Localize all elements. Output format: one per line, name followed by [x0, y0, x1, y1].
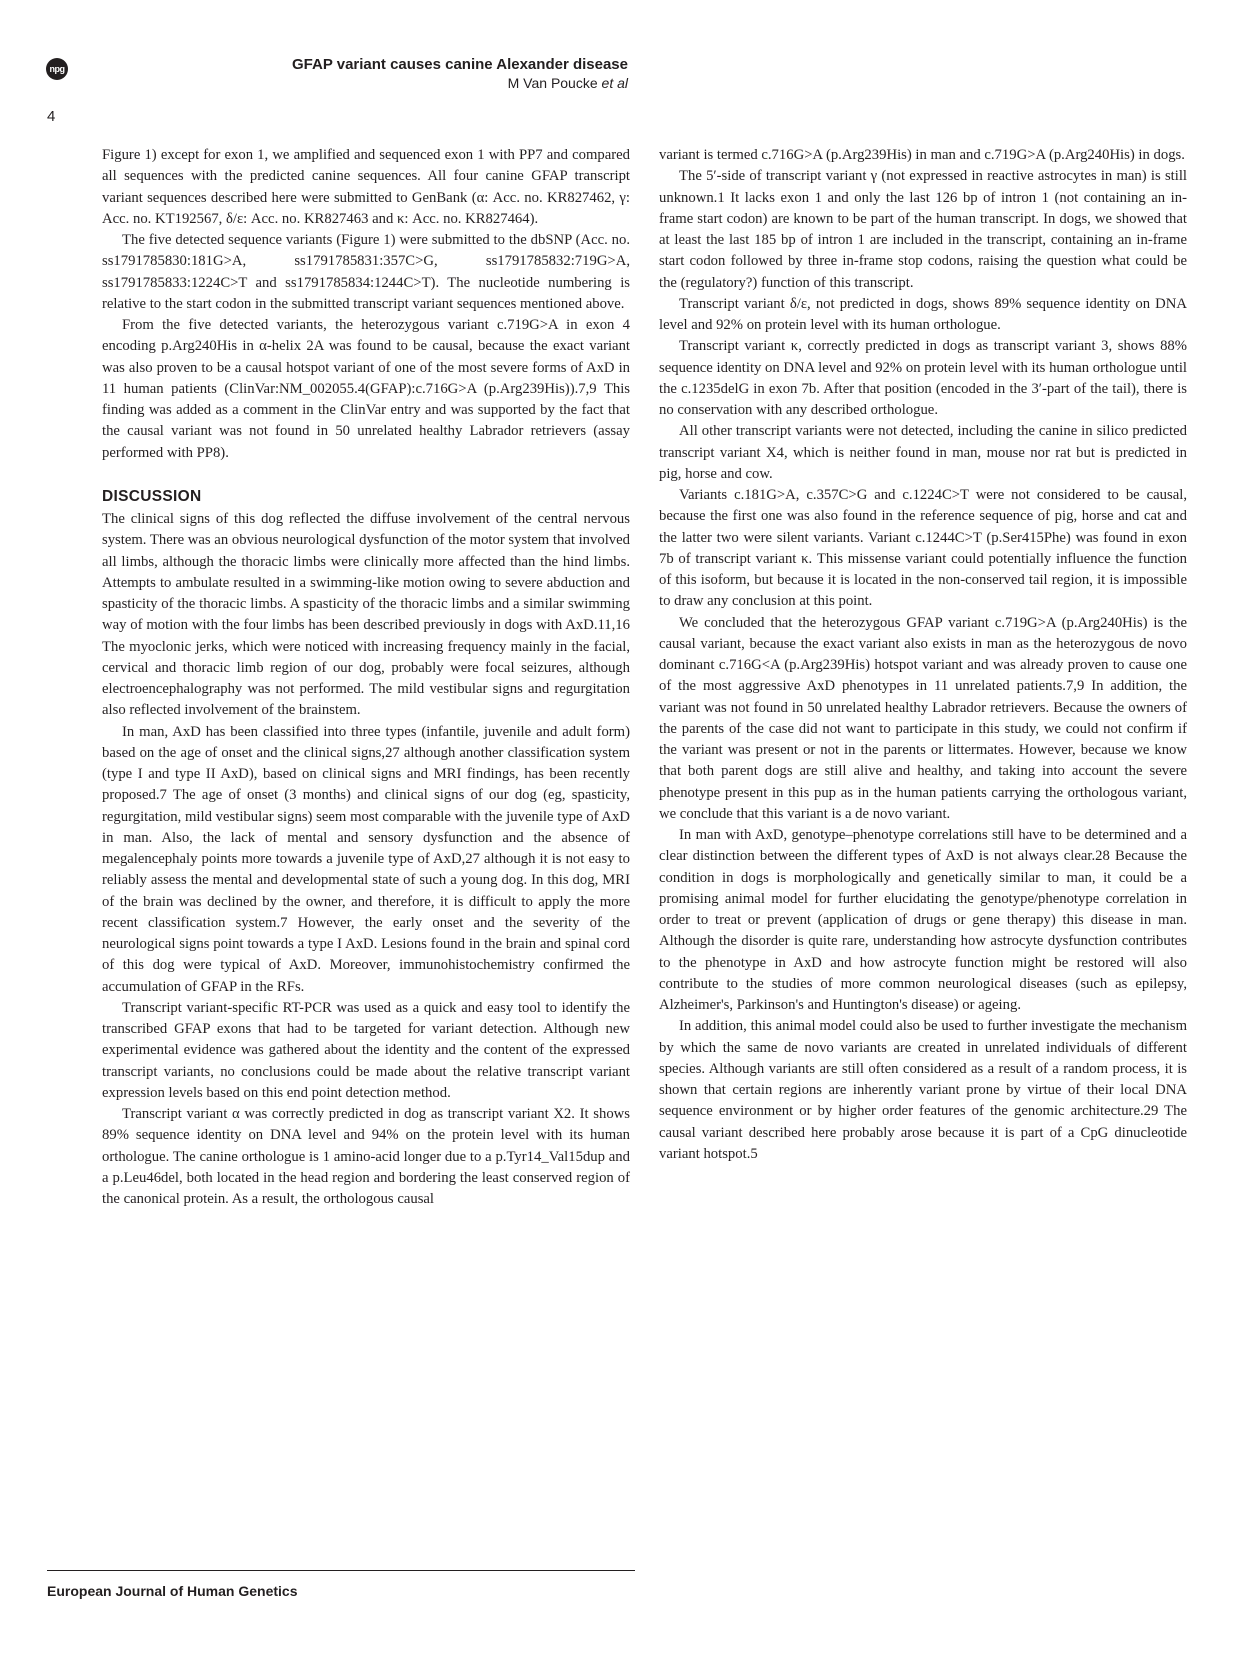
paragraph: The five detected sequence variants (Figure 1) were submitted to the dbSNP (Acc. no. ss1791785830:181G>A, ss1791785831:357C>G, ss1791785832:719G>A, ss1791785833:1224C>T and ss1791785834:1244C>T). The nucleotide numbering is relative to the start codon in the submitted transcript variant sequences mentioned above.	[102, 232, 630, 312]
paragraph: Variants c.181G>A, c.357C>G and c.1224C>T were not considered to be causal, because the first one was also found in the reference sequence of pig, horse and cat and the latter two were silent variants. Variant c.1244C>T (p.Ser415Phe) was found in exon 7b of transcript variant κ. This missense variant could potentially influence the function of this isoform, but because it is located in the non-conserved tail region, it is impossible to draw any conclusion at this point.	[659, 487, 1187, 610]
paragraph: Figure 1) except for exon 1, we amplified and sequenced exon 1 with PP7 and compared all sequences with the predicted canine sequences. All four canine GFAP transcript variant sequences described here were submitted to GenBank (α: Acc. no. KR827462, γ: Acc. no. KT192567, δ/ε: Acc. no. KR827463 and κ: Acc. no. KR827464).	[102, 147, 630, 227]
footer-rule	[47, 1570, 635, 1571]
running-head-title: GFAP variant causes canine Alexander disease	[291, 56, 628, 73]
paragraph: Transcript variant α was correctly predicted in dog as transcript variant X2. It shows 89% sequence identity on DNA level and 94% on the protein level with its human orthologue. The canine orthologue is 1 amino-acid longer due to a p.Tyr14_Val15dup and a p.Leu46del, both located in the head region and bordering the least conserved region of the canonical protein. As a result, the orthologous causal	[102, 1106, 630, 1207]
paragraph: In man, AxD has been classified into three types (infantile, juvenile and adult form) based on the age of onset and the clinical signs,27 although another classification system (type I and type II AxD), based on clinical signs and MRI findings, has been recently proposed.7 The age of onset (3 months) and clinical signs of our dog (eg, spasticity, regurgitation, mild vestibular signs) seem most comparable with the juvenile type of AxD in man. Also, the lack of mental and sensory dysfunction and the absence of megalencephaly points more towards a juvenile type of AxD,27 although it is not easy to reliably assess the mental and developmental state of such a young dog. In this dog, MRI of the brain was declined by the owner, and therefore, it is difficult to apply the more recent classification system.7 However, the early onset and the severity of the neurological signs point towards a type I AxD. Lesions found in the brain and spinal cord of this dog were typical of AxD. Moreover, immunohistochemistry confirmed the accumulation of GFAP in the RFs.	[102, 723, 630, 995]
paragraph: variant is termed c.716G>A (p.Arg239His) in man and c.719G>A (p.Arg240His) in dogs.	[659, 147, 1185, 163]
section-heading-discussion: DISCUSSION	[102, 487, 202, 505]
paragraph: Transcript variant κ, correctly predicted in dogs as transcript variant 3, shows 88% sequence identity on DNA level and 92% on protein level with its human orthologue until the c.1235delG in exon 7b. After that position (encoded in the 3′-part of the tail), there is no conservation with any described orthologue.	[659, 338, 1187, 418]
paragraph: From the five detected variants, the heterozygous variant c.719G>A in exon 4 encoding p.Arg240His in α-helix 2A was found to be causal, because the exact variant was also proven to be a causal hotspot variant of one of the most severe forms of AxD in 11 human patients (ClinVar:NM_002055.4(GFAP):c.716G>A (p.Arg239His)).7,9 This finding was added as a comment in the ClinVar entry and was supported by the fact that the causal variant was not found in 50 unrelated healthy Labrador retrievers (assay performed with PP8).	[102, 317, 630, 461]
paragraph: In man with AxD, genotype–phenotype correlations still have to be determined and a clear distinction between the different types of AxD is not always clear.28 Because the condition in dogs is morphologically and genetically similar to man, it could be a promising animal model for further elucidating the genotype/phenotype correlation in order to treat or prevent (application of drugs or gene therapy) this disease in man. Although the disorder is quite rare, understanding how astrocyte dysfunction contributes to the phenotype in AxD and how astrocyte function might be restored will also contribute to the studies of more common neurological diseases (such as epilepsy, Alzheimer's, Parkinson's and Huntington's disease) or ageing.	[659, 827, 1187, 1013]
running-head-authors: M Van Poucke et al	[507, 75, 628, 91]
paragraph: Transcript variant-specific RT-PCR was used as a quick and easy tool to identify the transcribed GFAP exons that had to be targeted for variant detection. Although new experimental evidence was gathered about the identity and the content of the expressed transcript variants, no conclusions could be made about the relative transcript variant expression levels based on this end point detection method.	[102, 999, 630, 1101]
paragraph: The clinical signs of this dog reflected the diffuse involvement of the central nervous system. There was an obvious neurological dysfunction of the motor system that involved all limbs, although the thoracic limbs were clinically more affected than the hind limbs. Attempts to ambulate resulted in a swimming-like motion owing to severe abduction and spasticity of the thoracic limbs. A spasticity of the thoracic limbs and a similar swimming way of motion with the four limbs has been described previously in dogs with AxD.11,16 The myoclonic jerks, which were noticed with increasing frequency mainly in the facial, cervical and thoracic limb region of our dog, probably were focal seizures, although electroencephalography was not performed. The mild vestibular signs and regurgitation also reflected involvement of the brainstem.	[102, 511, 630, 719]
paragraph: The 5′-side of transcript variant γ (not expressed in reactive astrocytes in man) is still unknown.1 It lacks exon 1 and only the last 126 bp of intron 1 (not containing an in-frame start codon) are known to be part of the human transcript. In dogs, we showed that at least the last 185 bp of intron 1 are included in the transcript, containing an in-frame start codon followed by three in-frame stop codons, raising the question what could be the (regulatory?) function of this transcript.	[659, 168, 1187, 291]
page-number: 4	[47, 108, 56, 125]
paragraph: In addition, this animal model could also be used to further investigate the mechanism by which the same de novo variants are created in unrelated individuals of different species. Although variants are still often considered as a result of a random process, it is shown that certain regions are inherently variant prone by virtue of their local DNA sequence environment or by higher order features of the genomic architecture.29 The causal variant described here probably arose because it is part of a CpG dinucleotide variant hotspot.5	[659, 1018, 1187, 1162]
paragraph: All other transcript variants were not detected, including the canine in silico predicted transcript variant X4, which is neither found in man, mouse nor rat but is predicted in pig, horse and cow.	[659, 423, 1187, 482]
publisher-logo: npg	[46, 58, 68, 80]
paragraph: We concluded that the heterozygous GFAP variant c.719G>A (p.Arg240His) is the causal variant, because the exact variant also exists in man as the heterozygous de novo dominant c.716G<A (p.Arg239His) hotspot variant and was already proven to cause one of the most aggressive AxD phenotypes in 11 unrelated patients.7,9 In addition, the variant was not found in 50 unrelated healthy Labrador retrievers. Because the owners of the parents of the case did not want to participate in this study, we could not confirm if the variant was present or not in the parents or littermates. However, because we know that both parent dogs are still alive and healthy, and taking into account the severe phenotype present in this pup as in the human patients carrying the orthologous variant, we conclude that this variant is a de novo variant.	[659, 614, 1187, 822]
running-head	[292, 55, 628, 93]
footer-journal-name: European Journal of Human Genetics	[47, 1583, 298, 1599]
left-column	[102, 145, 630, 1210]
paragraph: Transcript variant δ/ε, not predicted in dogs, shows 89% sequence identity on DNA level and 92% on protein level with its human orthologue.	[659, 295, 1187, 333]
right-column	[659, 145, 1187, 1165]
